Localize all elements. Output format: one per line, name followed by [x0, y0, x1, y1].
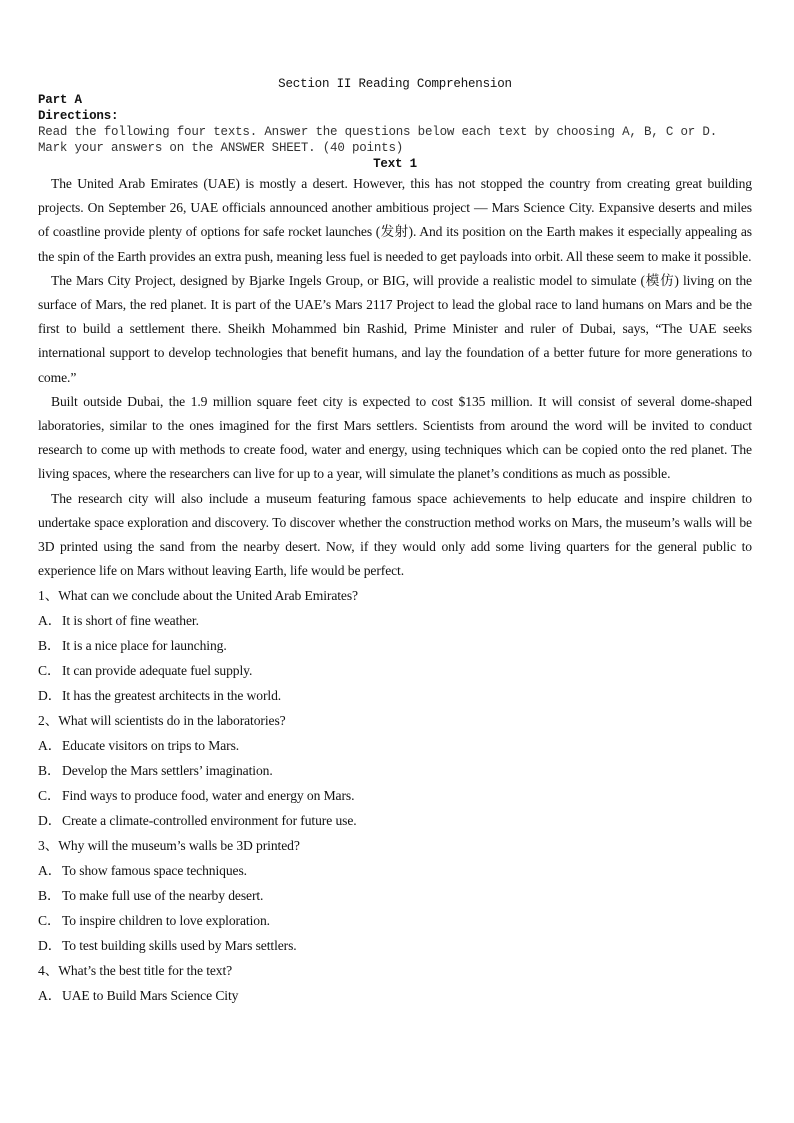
- answer-option: [38, 933, 752, 958]
- answer-option: [38, 858, 752, 883]
- option-text: To test building skills used by Mars settlers.: [62, 938, 297, 954]
- question-list: [38, 583, 752, 1008]
- question-text: What can we conclude about the United Arab Emirates?: [58, 588, 358, 604]
- option-letter: C．: [38, 788, 61, 804]
- option-letter: A．: [38, 738, 62, 754]
- answer-option: [38, 808, 752, 833]
- question-stem: [38, 958, 752, 983]
- option-letter: D．: [38, 813, 62, 829]
- option-text: It can provide adequate fuel supply.: [62, 663, 253, 679]
- question-block: [38, 583, 752, 708]
- text-title: Text 1: [373, 157, 417, 171]
- option-letter: B．: [38, 763, 61, 779]
- paragraph: Built outside Dubai, the 1.9 million square feet city is expected to cost $135 million. It will consist of several dome-shaped laboratories, similar to the ones imagined for the first Mars settlers. Scientists from around the word will be invited to conduct research to come up with methods to create food, water and energy, using techniques which can be copied onto the red planet. The living spaces, where the researchers can live for up to a year, will simulate the planet’s conditions as much as possible.: [38, 393, 752, 482]
- question-text: What’s the best title for the text?: [58, 963, 233, 979]
- option-letter: A．: [38, 863, 62, 879]
- question-number: 2、: [38, 713, 59, 729]
- answer-option: [38, 758, 752, 783]
- question-block: [38, 833, 752, 958]
- option-letter: A．: [38, 988, 62, 1004]
- option-letter: B．: [38, 638, 61, 654]
- question-text: Why will the museum’s walls be 3D printed?: [58, 838, 300, 854]
- option-text: UAE to Build Mars Science City: [62, 988, 239, 1004]
- answer-option: [38, 983, 752, 1008]
- option-text: To show famous space techniques.: [62, 863, 247, 879]
- question-block: [38, 708, 752, 833]
- answer-option: [38, 883, 752, 908]
- answer-option: [38, 733, 752, 758]
- question-number: 3、: [38, 838, 59, 854]
- option-text: It has the greatest architects in the world.: [62, 688, 282, 704]
- question-stem: [38, 708, 752, 733]
- option-text: To inspire children to love exploration.: [62, 913, 270, 929]
- document-page: [38, 76, 752, 1008]
- answer-option: [38, 658, 752, 683]
- directions-label: Directions:: [38, 109, 119, 123]
- option-text: Educate visitors on trips to Mars.: [62, 738, 240, 754]
- option-text: Develop the Mars settlers’ imagination.: [62, 763, 273, 779]
- paragraph: The United Arab Emirates (UAE) is mostly a desert. However, this has not stopped the country from creating great building projects. On September 26, UAE officials announced another ambitious project — Mars Science City. Expansive deserts and miles of coastline provide plenty of options for safe rocket launches (发射). And its position on the Earth makes it especially appealing as the spin of the Earth provides an extra push, meaning less fuel is needed to get payloads into orbit. All these seem to make it possible.: [38, 176, 752, 264]
- question-number: 1、: [38, 588, 59, 604]
- option-text: It is short of fine weather.: [62, 613, 199, 629]
- option-letter: D．: [38, 938, 62, 954]
- option-letter: B．: [38, 888, 61, 904]
- passage: [38, 172, 752, 583]
- option-letter: C．: [38, 663, 61, 679]
- section-title: Section II Reading Comprehension: [278, 77, 512, 91]
- part-label: Part A: [38, 93, 82, 107]
- option-letter: A．: [38, 613, 62, 629]
- answer-option: [38, 783, 752, 808]
- option-letter: C．: [38, 913, 61, 929]
- option-text: It is a nice place for launching.: [62, 638, 227, 654]
- option-text: Find ways to produce food, water and energy on Mars.: [62, 788, 355, 804]
- question-block: [38, 958, 752, 1008]
- question-stem: [38, 833, 752, 858]
- question-stem: [38, 583, 752, 608]
- answer-option: [38, 633, 752, 658]
- answer-option: [38, 908, 752, 933]
- option-text: To make full use of the nearby desert.: [62, 888, 264, 904]
- instructions: Read the following four texts. Answer the questions below each text by choosing A, B, C or D. Mark your answers on the ANSWER SHEET. (40 points): [38, 125, 718, 155]
- question-number: 4、: [38, 963, 59, 979]
- answer-option: [38, 608, 752, 633]
- question-text: What will scientists do in the laboratories?: [58, 713, 286, 729]
- answer-option: [38, 683, 752, 708]
- paragraph: The research city will also include a museum featuring famous space achievements to help educate and inspire children to undertake space exploration and discovery. To discover whether the construction method works on Mars, the museum’s walls will be 3D printed using the sand from the nearby desert. Now, if they would only add some living quarters for the general public to experience life on Mars without leaving Earth, life would be perfect.: [38, 490, 752, 579]
- paragraph: The Mars City Project, designed by Bjarke Ingels Group, or BIG, will provide a realistic model to simulate (模仿) living on the surface of Mars, the red planet. It is part of the UAE’s Mars 2117 Project to lead the global race to land humans on Mars and be the first to build a settlement there. Sheikh Mohammed bin Rashid, Prime Minister and ruler of Dubai, says, “The UAE seeks international support to develop technologies that benefit humans, and lay the foundation of a better future for more generations to come.”: [38, 272, 752, 385]
- option-text: Create a climate-controlled environment for future use.: [62, 813, 357, 829]
- option-letter: D．: [38, 688, 62, 704]
